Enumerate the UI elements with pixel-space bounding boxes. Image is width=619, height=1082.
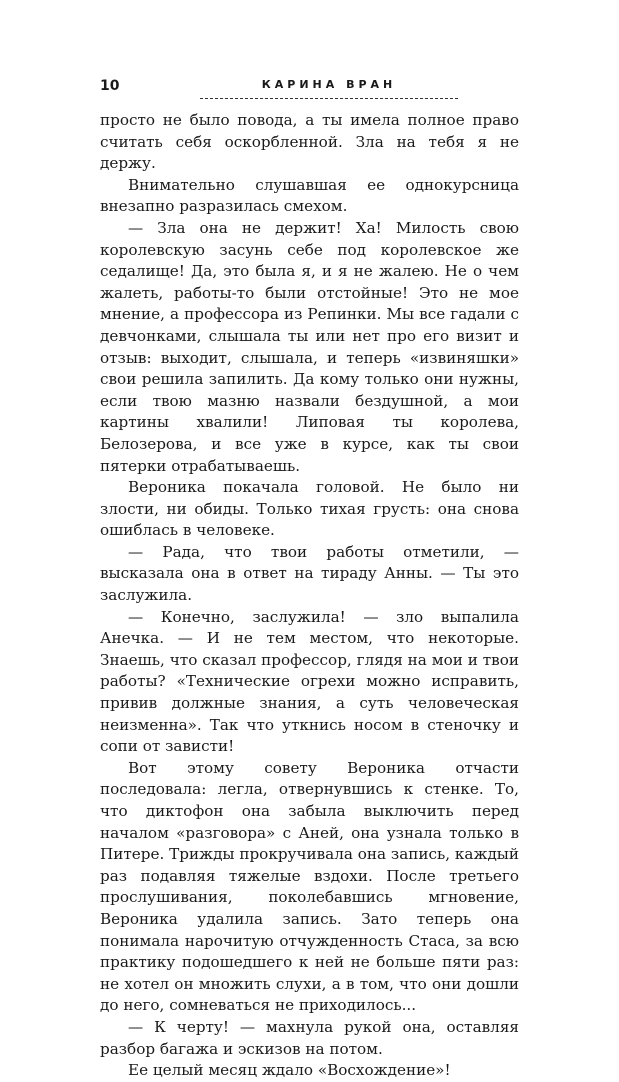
body-text (100, 110, 519, 1082)
page-number: 10 (100, 78, 120, 94)
header-rule (200, 98, 458, 99)
paragraph: — Зла она не держит! Ха! Милость свою королевскую засунь себе под королевское же седалище! Да, это была я, и я не жалею. Не о чем жалеть, работы-то были отстойные! Это не мое мнение, а профессора из Репинки. Мы все гадали с девчонками, слышала ты или нет про его визит и отзыв: выходит, слышала, и теперь «извиняшки» свои решила запилить. Да кому только они нужны, если твою мазню назвали бездушной, а мои картины хвалили! Липовая ты королева, Белозерова, и все уже в курсе, как ты свои пятерки отрабатываешь. (100, 218, 519, 475)
paragraph: Ее целый месяц ждало «Восхождение»! (128, 1061, 451, 1080)
paragraph: просто не было повода, а ты имела полное право считать себя оскорбленной. Зла на тебя я не держу. (100, 111, 519, 173)
paragraph: — К черту! — махнула рукой она, оставляя разбор багажа и эскизов на потом. (100, 1017, 519, 1058)
paragraph: Вот этому совету Вероника отчасти последовала: легла, отвернувшись к стенке. То, что диктофон она забыла выключить перед началом «разговора» с Аней, она узнала только в Питере. Трижды прокручивала она запись, каждый раз подавляя тяжелые вздохи. После третьего прослушивания, поколебавшись мгновение, Вероника удалила запись. Зато теперь она понимала нарочитую отчужденность Стаса, за всю практику подошедшего к ней не больше пяти раз: не хотел он множить слухи, а в том, что они дошли до него, сомневаться не приходилось... (100, 758, 520, 1015)
paragraph: — Рада, что твои работы отметили, — высказала она в ответ на тираду Анны. — Ты это заслужила. (100, 542, 519, 605)
paragraph: — Конечно, заслужила! — зло выпалила Анечка. — И не тем местом, что некоторые. Знаешь, что сказал профессор, глядя на мои и твои работы? «Технические огрехи можно исправить, привив должные знания, а суть человеческая неизменна». Так что уткнись носом в стеночку и сопи от зависти! (100, 607, 519, 756)
paragraph: Внимательно слушавшая ее однокурсница внезапно разразилась смехом. (100, 175, 519, 216)
page-header (0, 74, 619, 104)
paragraph: Вероника покачала головой. Не было ни злости, ни обиды. Только тихая грусть: она снова ошиблась в человеке. (100, 478, 519, 540)
running-head: КАРИНА ВРАН (261, 78, 397, 91)
